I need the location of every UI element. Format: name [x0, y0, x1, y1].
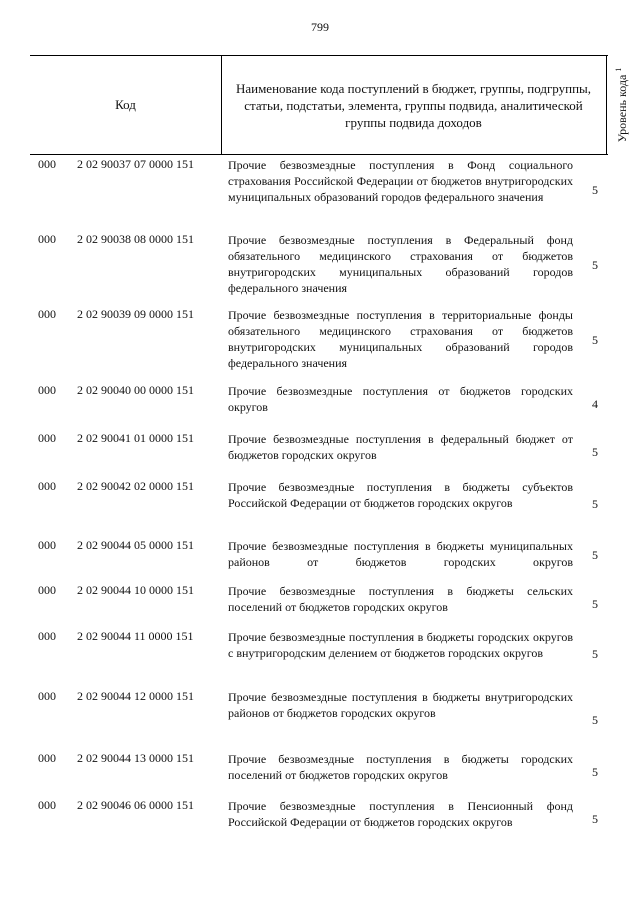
header-code: Код [30, 56, 222, 154]
income-name: Прочие безвозмездные поступления в бюджеты сельских поселений от бюджетов городских округов [228, 584, 573, 614]
admin-code: 000 [38, 583, 56, 597]
code-level: 5 [592, 333, 598, 347]
header-level-footnote: 1 [614, 67, 623, 72]
page-number: 799 [311, 20, 329, 34]
income-name: Прочие безвозмездные поступления в бюджеты внутригородских районов от бюджетов городских округов [228, 690, 573, 720]
admin-code: 000 [38, 479, 56, 493]
income-name: Прочие безвозмездные поступления от бюджетов городских округов [228, 384, 573, 414]
table-header [30, 55, 629, 155]
income-name: Прочие безвозмездные поступления в Федеральный фонд обязательного медицинского страхования от бюджетов внутригородских муниципальных образований городов федерального значения [228, 233, 573, 295]
income-name: Прочие безвозмездные поступления в бюджеты городских поселений от бюджетов городских округов [228, 752, 573, 782]
income-name: Прочие безвозмездные поступления в Пенсионный фонд Российской Федерации от бюджетов городских округов [228, 799, 573, 829]
income-name: Прочие безвозмездные поступления в бюджеты муниципальных районов от бюджетов городских округов [228, 539, 573, 569]
header-name: Наименование кода поступлений в бюджет, группы, подгруппы, статьи, подстатьи, элемента, группы подвида, аналитической группы подвида доходов [221, 56, 607, 154]
income-code: 2 02 90038 08 0000 151 [77, 232, 194, 246]
admin-code: 000 [38, 689, 56, 703]
code-level: 5 [592, 445, 598, 459]
admin-code: 000 [38, 307, 56, 321]
income-code: 2 02 90042 02 0000 151 [77, 479, 194, 493]
header-level-text [614, 68, 630, 143]
income-code: 2 02 90040 00 0000 151 [77, 383, 194, 397]
income-code: 2 02 90044 10 0000 151 [77, 583, 194, 597]
code-level: 4 [592, 397, 598, 411]
income-code: 2 02 90037 07 0000 151 [77, 157, 194, 171]
header-level [608, 56, 636, 154]
income-code: 2 02 90041 01 0000 151 [77, 431, 194, 445]
code-level: 5 [592, 183, 598, 197]
admin-code: 000 [38, 538, 56, 552]
admin-code: 000 [38, 383, 56, 397]
income-code: 2 02 90044 12 0000 151 [77, 689, 194, 703]
header-level-label: Уровень кода [615, 74, 629, 143]
admin-code: 000 [38, 751, 56, 765]
income-code: 2 02 90039 09 0000 151 [77, 307, 194, 321]
admin-code: 000 [38, 798, 56, 812]
code-level: 5 [592, 647, 598, 661]
code-level: 5 [592, 258, 598, 272]
income-code: 2 02 90044 11 0000 151 [77, 629, 194, 643]
income-name: Прочие безвозмездные поступления в территориальные фонды обязательного медицинского страхования от бюджетов внутригородских муниципальных образований городов федерального значения [228, 308, 573, 370]
code-level: 5 [592, 548, 598, 562]
admin-code: 000 [38, 157, 56, 171]
income-code: 2 02 90044 13 0000 151 [77, 751, 194, 765]
income-code: 2 02 90046 06 0000 151 [77, 798, 194, 812]
income-name: Прочие безвозмездные поступления в Фонд социального страхования Российской Федерации от бюджетов внутригородских муниципальных образований городов федерального значения [228, 158, 573, 204]
income-name: Прочие безвозмездные поступления в бюджеты субъектов Российской Федерации от бюджетов городских округов [228, 480, 573, 510]
income-name: Прочие безвозмездные поступления в бюджеты городских округов с внутригородским делением от бюджетов городских округов [228, 630, 573, 660]
code-level: 5 [592, 765, 598, 779]
admin-code: 000 [38, 431, 56, 445]
code-level: 5 [592, 812, 598, 826]
income-code: 2 02 90044 05 0000 151 [77, 538, 194, 552]
admin-code: 000 [38, 232, 56, 246]
code-level: 5 [592, 497, 598, 511]
admin-code: 000 [38, 629, 56, 643]
income-name: Прочие безвозмездные поступления в федеральный бюджет от бюджетов городских округов [228, 432, 573, 462]
code-level: 5 [592, 597, 598, 611]
code-level: 5 [592, 713, 598, 727]
